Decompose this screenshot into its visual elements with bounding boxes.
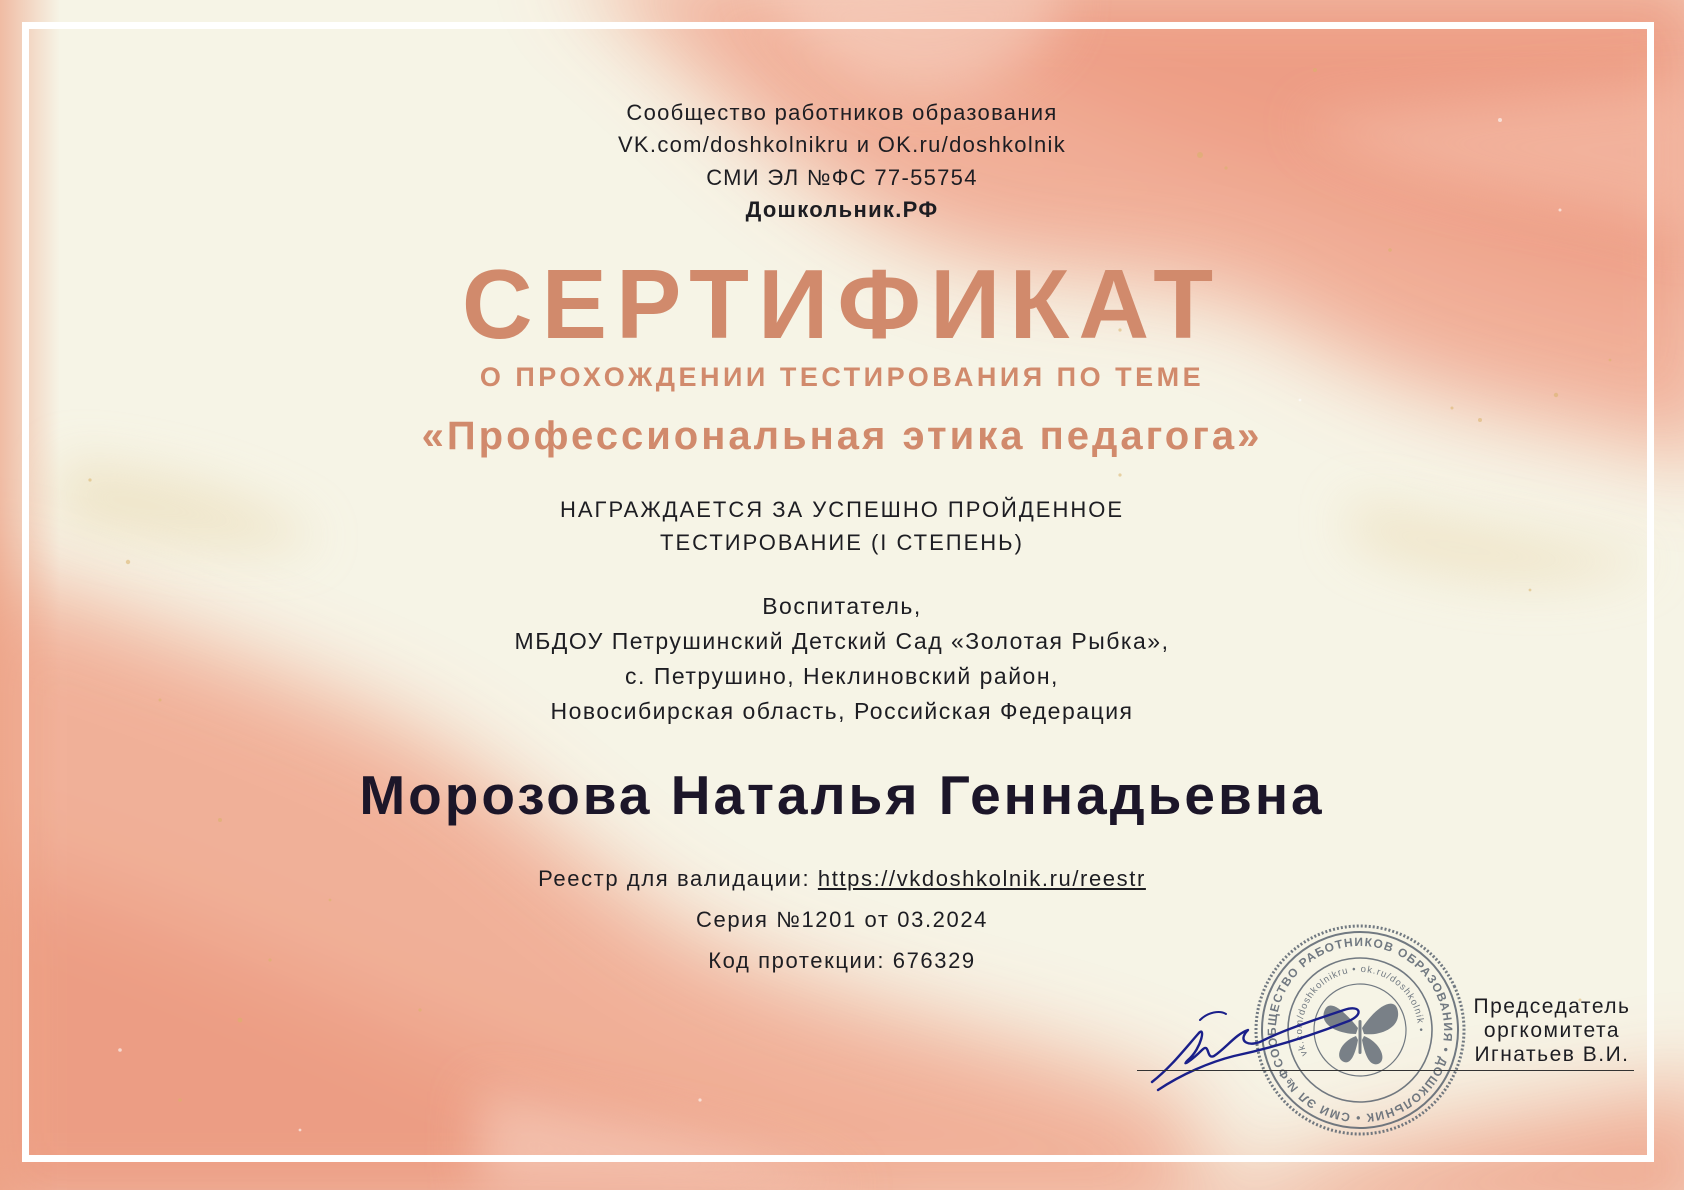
registry-label: Реестр для валидации: bbox=[538, 866, 818, 891]
recipient-region: Новосибирская область, Российская Федерация bbox=[550, 698, 1134, 724]
media-registration: СМИ ЭЛ №ФС 77-55754 bbox=[706, 165, 978, 190]
test-topic: «Профессиональная этика педагога» bbox=[421, 414, 1263, 458]
certificate-title: СЕРТИФИКАТ bbox=[461, 249, 1223, 359]
award-line-1: НАГРАЖДАЕТСЯ ЗА УСПЕШНО ПРОЙДЕННОЕ bbox=[560, 497, 1124, 522]
stamp-outer-text: СООБЩЕСТВО РАБОТНИКОВ ОБРАЗОВАНИЯ • ДОШКОЛЬНИК • СМИ ЭЛ №ФС bbox=[1264, 934, 1456, 1126]
recipient-name: Морозова Наталья Геннадьевна bbox=[359, 764, 1325, 826]
registry-link[interactable]: https://vkdoshkolnik.ru/reestr bbox=[817, 866, 1146, 891]
series-number: Серия №1201 от 03.2024 bbox=[696, 907, 988, 932]
chairman-title: Председатель bbox=[1473, 995, 1631, 1018]
recipient-locality: с. Петрушино, Неклиновский район, bbox=[625, 663, 1059, 689]
chairman-name: Игнатьев В.И. bbox=[1474, 1043, 1630, 1066]
community-name: Сообщество работников образования bbox=[626, 100, 1058, 125]
award-line-2: ТЕСТИРОВАНИЕ (I СТЕПЕНЬ) bbox=[660, 530, 1024, 555]
brand-name: Дошкольник.РФ bbox=[745, 197, 939, 222]
registry-line bbox=[0, 864, 1684, 894]
chairman-block bbox=[1462, 995, 1642, 1067]
protection-code: Код протекции: 676329 bbox=[708, 948, 976, 973]
certificate-subtitle: О ПРОХОЖДЕНИИ ТЕСТИРОВАНИЯ ПО ТЕМЕ bbox=[479, 362, 1205, 392]
signature-line bbox=[1137, 1070, 1634, 1071]
chairman-signature bbox=[1140, 990, 1380, 1100]
social-links: VK.com/doshkolnikru и OK.ru/doshkolnik bbox=[617, 132, 1067, 157]
stamp-inner-text: vk.com/doshkolnikru • ok.ru/doshkolnik • bbox=[1293, 963, 1427, 1058]
recipient-position: Воспитатель, bbox=[762, 593, 922, 619]
chairman-committee: оргкомитета bbox=[1483, 1019, 1621, 1042]
recipient-organization: МБДОУ Петрушинский Детский Сад «Золотая Рыбка», bbox=[514, 628, 1170, 654]
